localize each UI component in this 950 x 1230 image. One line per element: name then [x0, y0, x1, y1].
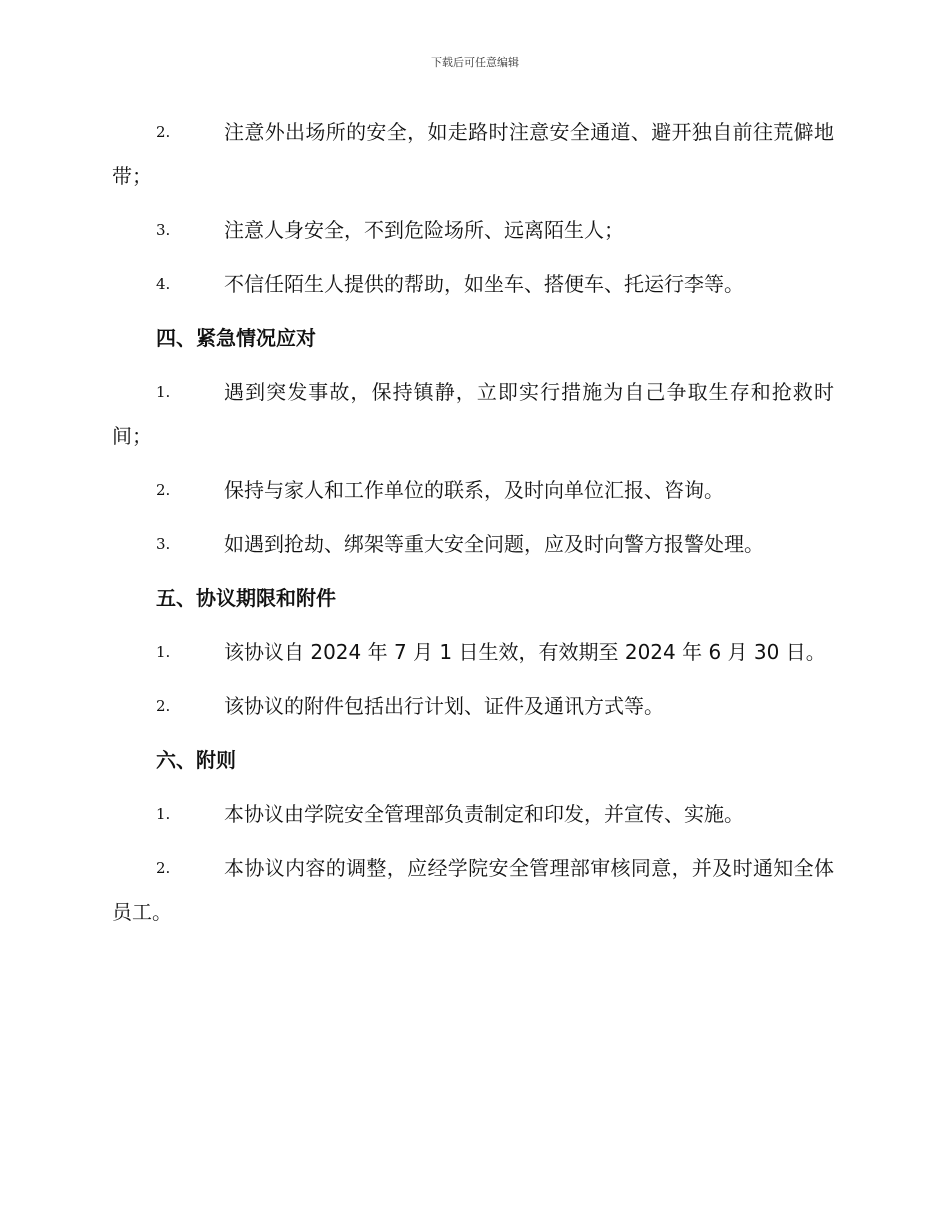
- list-item: [112, 262, 834, 306]
- item-text: 注意外出场所的安全，如走路时注意安全通道、避开独自前往荒僻地带；: [112, 120, 834, 188]
- list-item: [112, 370, 834, 458]
- item-text: 本协议内容的调整，应经学院安全管理部审核同意，并及时通知全体员工。: [112, 856, 834, 924]
- item-number: 3.: [156, 535, 171, 553]
- item-text: 保持与家人和工作单位的联系，及时向单位汇报、咨询。: [224, 478, 724, 502]
- item-number: 1.: [156, 643, 171, 661]
- list-item: [112, 468, 834, 512]
- section-heading: 六、附则: [156, 748, 236, 772]
- item-number: 2.: [156, 123, 171, 141]
- list-item: [112, 208, 834, 252]
- item-number: 2.: [156, 859, 171, 877]
- item-number: 1.: [156, 805, 171, 823]
- item-text: 本协议由学院安全管理部负责制定和印发，并宣传、实施。: [224, 802, 744, 826]
- section-heading: 五、协议期限和附件: [156, 586, 336, 610]
- section-heading: 四、紧急情况应对: [156, 326, 316, 350]
- list-item: [112, 110, 834, 198]
- item-number: 3.: [156, 221, 171, 239]
- list-item: [112, 522, 834, 566]
- item-text: 遇到突发事故，保持镇静，立即实行措施为自己争取生存和抢救时间；: [112, 380, 834, 448]
- list-item: [112, 630, 834, 674]
- item-number: 2.: [156, 481, 171, 499]
- item-text: 注意人身安全，不到危险场所、远离陌生人；: [224, 218, 624, 242]
- page-header: 下载后可任意编辑: [431, 56, 519, 69]
- item-text: 该协议自 2024 年 7 月 1 日生效，有效期至 2024 年 6 月 30 日。: [224, 640, 826, 664]
- item-number: 4.: [156, 275, 171, 293]
- item-text: 如遇到抢劫、绑架等重大安全问题，应及时向警方报警处理。: [224, 532, 764, 556]
- item-number: 2.: [156, 697, 171, 715]
- list-item: [112, 846, 834, 934]
- item-text: 该协议的附件包括出行计划、证件及通讯方式等。: [224, 694, 664, 718]
- document-body: [112, 110, 834, 944]
- list-item: [112, 684, 834, 728]
- item-text: 不信任陌生人提供的帮助，如坐车、搭便车、托运行李等。: [224, 272, 744, 296]
- item-number: 1.: [156, 383, 171, 401]
- list-item: [112, 792, 834, 836]
